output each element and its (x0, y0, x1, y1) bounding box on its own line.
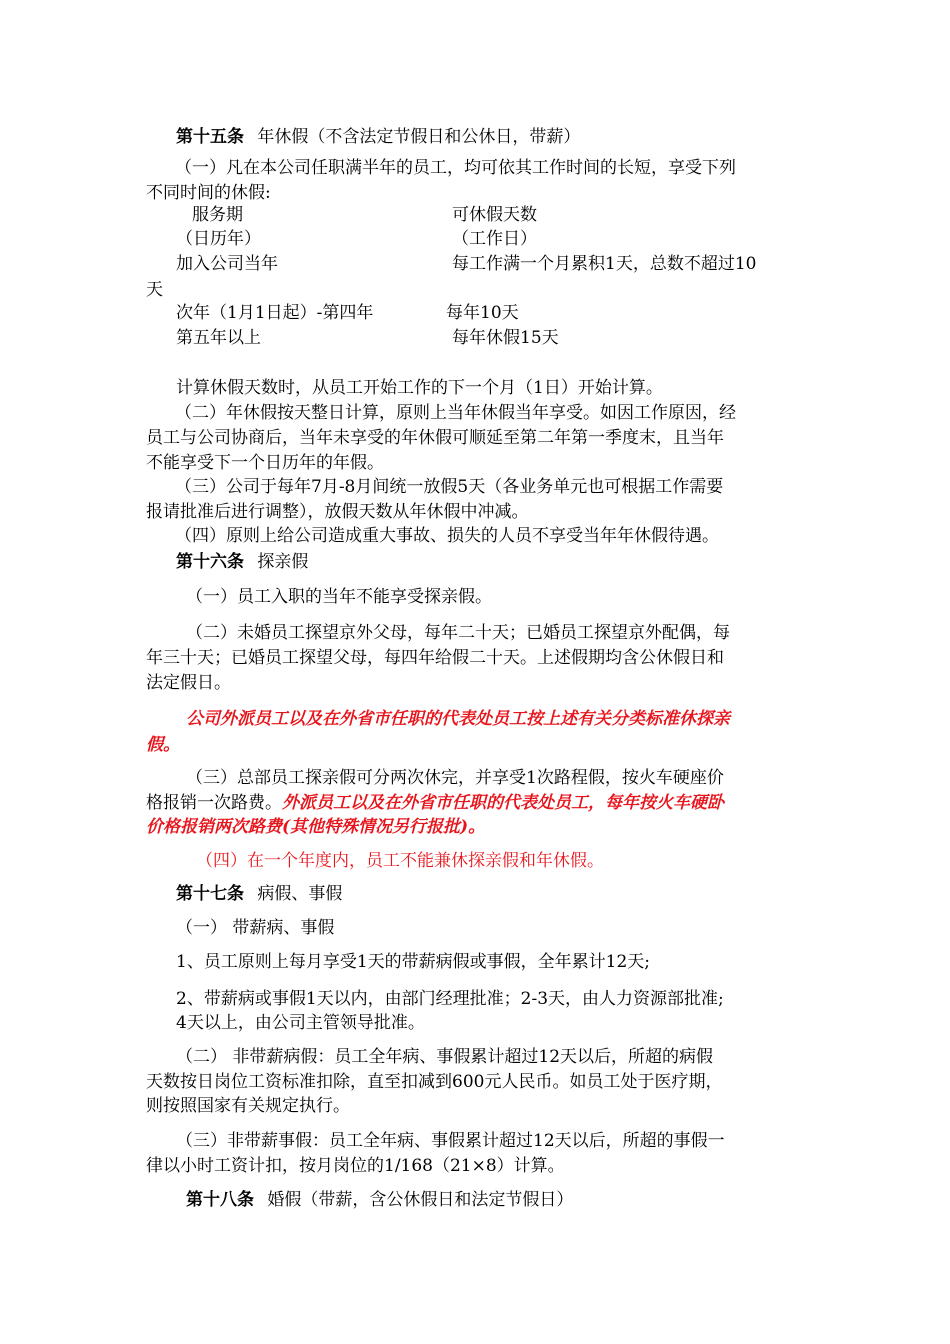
art16-red-note-line2: 假。 (146, 735, 180, 755)
article-17-title: 病假、事假 (257, 884, 343, 904)
row2-left: 次年（1月1日起）-第四年 (176, 303, 374, 323)
calc-note: 计算休假天数时，从员工开始工作的下一个月（1日）开始计算。 (176, 378, 663, 398)
col-right-header: 可休假天数 (452, 205, 537, 225)
article-16-heading (176, 551, 308, 573)
art17-s3-line2: 律以小时工资计扣，按月岗位的1/168（21×8）计算。 (146, 1156, 565, 1176)
row1-right: 每工作满一个月累积1天，总数不超过10 (452, 254, 757, 274)
article-18-number: 第十八条 (186, 1190, 254, 1210)
art16-p1: （一）员工入职的当年不能享受探亲假。 (186, 587, 492, 607)
article-17-heading (176, 883, 342, 905)
art17-s2-line3: 则按照国家有关规定执行。 (146, 1096, 350, 1116)
col-right-sub: （工作日） (452, 229, 537, 249)
art15-p2-line2: 员工与公司协商后，当年未享受的年休假可顺延至第二年第一季度末，且当年 (146, 428, 724, 448)
article-16-title: 探亲假 (257, 552, 309, 572)
art17-s1-item2-line2: 4天以上，由公司主管领导批准。 (176, 1013, 425, 1033)
art15-p1-line2: 不同时间的休假: (146, 183, 271, 203)
row2-right: 每年10天 (446, 303, 519, 323)
art15-p3-line1: （三）公司于每年7月-8月间统一放假5天（各业务单元也可根据工作需要 (175, 477, 724, 497)
art16-p2-line3: 法定假日。 (146, 673, 231, 693)
art16-p2-line2: 年三十天；已婚员工探望父母，每四年给假二十天。上述假期均含公休假日和 (146, 648, 724, 668)
article-17-number: 第十七条 (176, 884, 244, 904)
art15-p4: （四）原则上给公司造成重大事故、损失的人员不享受当年年休假待遇。 (175, 526, 719, 546)
art17-s1-item1: 1、员工原则上每月享受1天的带薪病假或事假，全年累计12天; (176, 952, 650, 972)
art15-p3-line2: 报请批准后进行调整），放假天数从年休假中冲减。 (146, 502, 529, 522)
article-18-heading (186, 1189, 573, 1211)
art16-p3-line2 (146, 792, 724, 814)
art17-s3-line1: （三）非带薪事假：员工全年病、事假累计超过12天以后，所超的事假一 (176, 1131, 725, 1151)
art17-s1-item2-line1: 2、带薪病或事假1天以内，由部门经理批准；2-3天，由人力资源部批准; (176, 989, 724, 1009)
row3-left: 第五年以上 (176, 328, 261, 348)
art16-p3-black-part: 格报销一次路费。 (146, 793, 282, 813)
art15-p2-line3: 不能享受下一个日历年的年假。 (146, 453, 384, 473)
art16-p2-line1: （二）未婚员工探望京外父母，每年二十天；已婚员工探望京外配偶，每 (186, 623, 730, 643)
article-16-number: 第十六条 (176, 552, 244, 572)
art16-p3-line1: （三）总部员工探亲假可分两次休完，并享受1次路程假，按火车硬座价 (186, 768, 724, 788)
art17-s2-line2: 天数按日岗位工资标准扣除，直至扣减到600元人民币。如员工处于医疗期， (146, 1072, 723, 1092)
article-15-heading (176, 126, 580, 148)
art17-s1: （一） 带薪病、事假 (176, 918, 335, 938)
row3-right: 每年休假15天 (452, 328, 559, 348)
art15-p2-line1: （二）年休假按天整日计算，原则上当年休假当年享受。如因工作原因，经 (175, 403, 736, 423)
row1-left: 加入公司当年 (176, 254, 278, 274)
col-left-sub: （日历年） (176, 229, 261, 249)
article-15-number: 第十五条 (176, 127, 244, 147)
art15-p1-line1: （一）凡在本公司任职满半年的员工，均可依其工作时间的长短，享受下列 (175, 158, 736, 178)
article-18-title: 婚假（带薪，含公休假日和法定节假日） (267, 1190, 574, 1210)
art16-red-note-line1: 公司外派员工以及在外省市任职的代表处员工按上述有关分类标准休探亲 (186, 709, 730, 729)
art16-p3-red-part: 外派员工以及在外省市任职的代表处员工，每年按火车硬卧 (282, 793, 724, 813)
art17-s2-line1: （二） 非带薪病假：员工全年病、事假累计超过12天以后，所超的病假 (176, 1047, 714, 1067)
article-15-title: 年休假（不含法定节假日和公休日，带薪） (257, 127, 581, 147)
row1-wrap: 天 (146, 280, 163, 300)
col-left-header: 服务期 (192, 205, 243, 225)
art16-p4: （四）在一个年度内，员工不能兼休探亲假和年休假。 (196, 851, 604, 871)
art16-p3-line3: 价格报销两次路费(其他特殊情况另行报批)。 (146, 817, 486, 837)
